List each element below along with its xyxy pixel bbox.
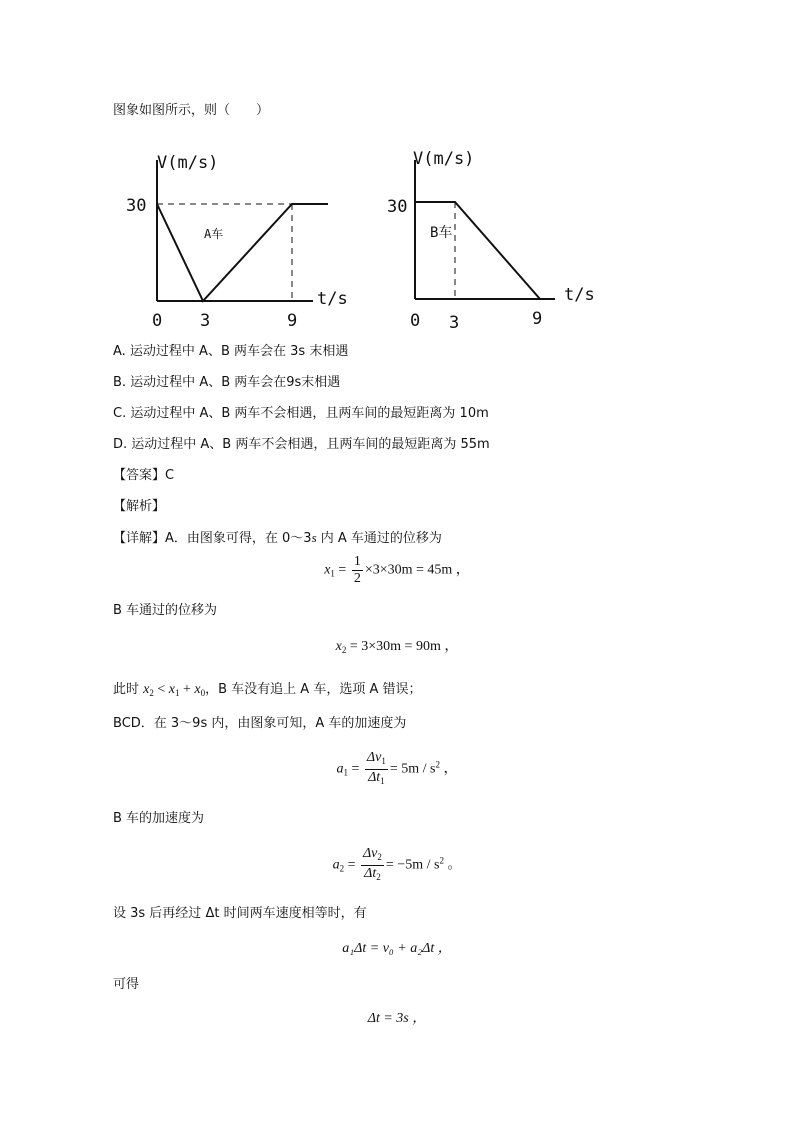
- answer: 【答案】C: [113, 468, 175, 483]
- graph-b-x-tick-0: 0: [410, 311, 421, 331]
- graph-b-curve-label: B车: [430, 225, 453, 241]
- eq1-num: 1: [353, 554, 361, 569]
- eq4-sup: 2: [439, 855, 444, 866]
- eq3-fraction: [365, 750, 388, 789]
- b-displacement-text: B 车通过的位移为: [113, 603, 218, 618]
- eq2-sub: 2: [341, 645, 347, 655]
- eq1-lhs: x: [324, 562, 331, 578]
- eq1-den: 2: [353, 571, 361, 586]
- graph-b-y-tick: 30: [387, 197, 408, 217]
- bcd-line: BCD．在 3～9s 内，由图象可知，A 车的加速度为: [113, 716, 407, 731]
- graph-a-curve: [157, 204, 328, 301]
- graph-b-curve: [415, 202, 540, 299]
- eq4-num: Δv: [362, 846, 378, 861]
- graph-b: [380, 140, 610, 340]
- graph-a-x-label: t/s: [317, 289, 348, 309]
- eq3-sup: 2: [435, 759, 440, 770]
- eq4-sub: 2: [339, 863, 345, 874]
- detail-line-1-prefix: 【详解】A．由图象可得，在 0～3: [113, 531, 312, 546]
- analysis-title: 【解析】: [113, 499, 166, 514]
- eq3-den-sub: 1: [380, 776, 385, 786]
- eq3-tail: ，: [439, 761, 458, 777]
- b-acceleration-text: B 车的加速度为: [113, 811, 205, 826]
- eq2-lhs: x: [335, 639, 342, 654]
- eq4-tail: 。: [443, 857, 462, 873]
- equation-equal-speed: a₁Δt = v₀ + a₂Δt ，: [342, 941, 452, 956]
- eq4-den: Δt: [364, 866, 377, 881]
- graph-a-curve-label: A车: [204, 227, 224, 241]
- graph-b-x-tick-3: 3: [449, 313, 460, 333]
- eq4-fraction: [361, 846, 384, 885]
- eq3-rhs: = 5m / s: [389, 761, 436, 777]
- eq3-den: Δt: [368, 770, 381, 785]
- equation-delta-t: Δt = 3s ，: [367, 1011, 427, 1026]
- graph-b-x-label: t/s: [564, 285, 595, 305]
- eq1-fraction: [352, 554, 363, 587]
- compare-line: 此时 $x_2 < x_1 + x_0$，B 车没有追上 A 车，选项 A 错误；: [113, 682, 422, 698]
- option-a: A. 运动过程中 A、B 两车会在 3s 末相遇: [113, 344, 349, 359]
- option-b: B. 运动过程中 A、B 两车会在9s末相遇: [113, 375, 341, 390]
- graph-a-x-tick-3: 3: [200, 311, 211, 331]
- equation-a1: $a_1$ = $\frac{\Delta v_1}{\Delta t_1}$ = $5m / s^2$ ，: [0, 750, 794, 789]
- eq2-rhs: = 3×30m = 90m ，: [349, 639, 459, 654]
- compare-prefix: 此时: [113, 682, 140, 697]
- detail-line-1-suffix: 内 A 车通过的位移为: [316, 531, 442, 546]
- result-intro: 可得: [113, 977, 140, 992]
- assume-line: 设 3s 后再经过 Δt 时间两车速度相等时，有: [113, 906, 367, 921]
- graph-a-y-label: V(m/s): [157, 153, 219, 173]
- graph-a-y-tick: 30: [126, 196, 147, 216]
- eq3-lhs: a: [336, 761, 344, 777]
- graph-a-x-tick-9: 9: [287, 311, 298, 331]
- question-text: 图象如图所示，则（ ）: [113, 103, 270, 118]
- compare-suffix: ，B 车没有追上 A 车，选项 A 错误；: [205, 682, 422, 697]
- eq3-num-sub: 1: [381, 756, 386, 766]
- option-c: C. 运动过程中 A、B 两车不会相遇，且两车间的最短距离为 10m: [113, 406, 489, 421]
- option-d: D. 运动过程中 A、B 两车不会相遇，且两车间的最短距离为 55m: [113, 437, 490, 452]
- eq4-lhs: a: [332, 857, 340, 873]
- detail-line-1-unit: s: [311, 530, 317, 545]
- eq3-num: Δv: [366, 750, 382, 765]
- detail-line-1: [113, 529, 442, 548]
- eq3-sub: 1: [343, 767, 349, 778]
- eq4-den-sub: 2: [376, 872, 381, 882]
- equation-x1: $x_1$ = $\frac{1}{2}$ ×3×30m = 45m ，: [324, 554, 470, 586]
- eq1-sub: 1: [330, 568, 335, 579]
- graph-a: [120, 140, 348, 340]
- graph-b-x-tick-9: 9: [532, 309, 543, 329]
- eq1-rhs: ×3×30m = 45m ，: [364, 562, 470, 578]
- eq4-num-sub: 2: [377, 852, 382, 862]
- eq4-rhs: = −5m / s: [385, 857, 440, 873]
- graph-a-x-tick-0: 0: [152, 311, 163, 331]
- equation-x2: [0, 638, 794, 659]
- equation-a2: $a_2$ = $\frac{\Delta v_2}{\Delta t_2}$ = $-5m / s^2$ 。: [0, 846, 794, 885]
- graph-b-y-label: V(m/s): [413, 149, 475, 169]
